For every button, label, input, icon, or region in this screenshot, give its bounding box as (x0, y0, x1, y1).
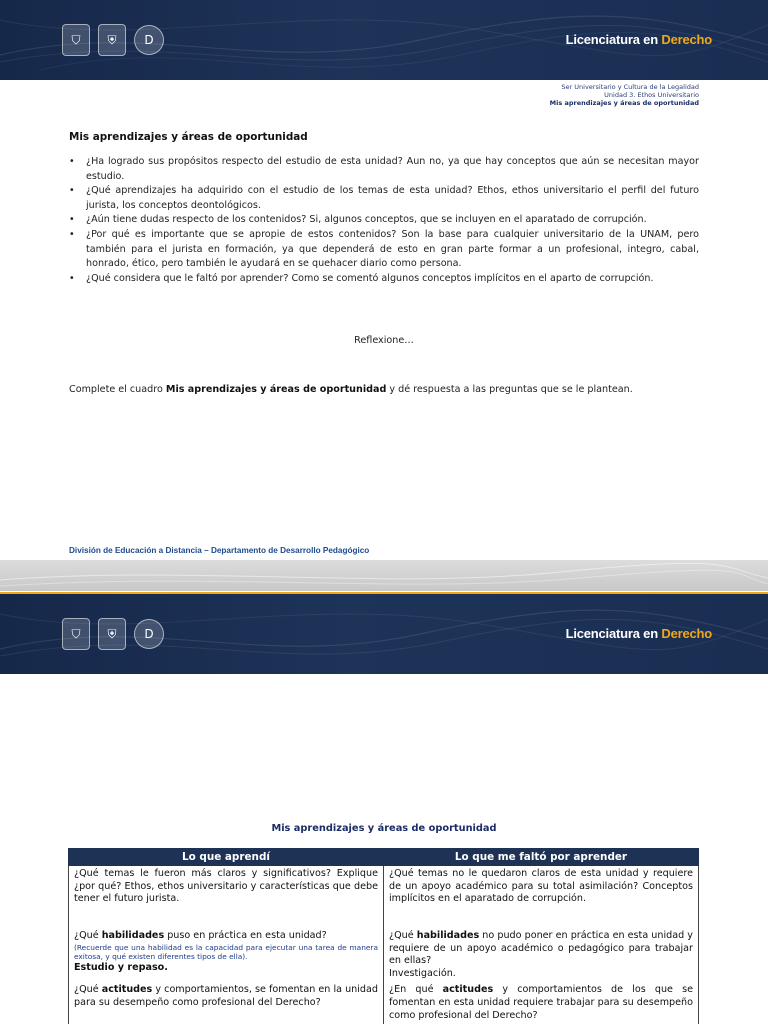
table-cell (69, 982, 384, 1024)
unam-crest-icon: ⛉ (62, 24, 90, 56)
header-banner-page2 (0, 594, 768, 674)
unam-crest-icon: ⛉ (62, 618, 90, 650)
cell-answer: Estudio y repaso. (74, 961, 168, 973)
table-row (69, 928, 699, 982)
table-header-row (69, 849, 699, 866)
breadcrumb-activity: Mis aprendizajes y áreas de oportunidad (549, 99, 699, 107)
program-prefix: Licenciatura en (565, 626, 658, 641)
breadcrumb-course: Ser Universitario y Cultura de la Legalidad (561, 83, 699, 91)
footer-text: División de Educación a Distancia – Departamento de Desarrollo Pedagógico (69, 546, 370, 555)
institution-logos (62, 24, 164, 56)
decorative-waves (0, 560, 768, 591)
table-row (69, 866, 699, 929)
column-header-learned: Lo que aprendí (69, 849, 384, 866)
header-banner (0, 0, 768, 80)
cell-bold: actitudes (442, 984, 494, 996)
distance-education-logo-icon: D (134, 25, 164, 55)
learning-table (68, 848, 699, 1024)
list-item: • ¿Ha logrado sus propósitos respecto del estudio de esta unidad? Aun no, ya que hay conceptos que aún se necesitan mayor estudio. (69, 155, 699, 184)
instruction-post: y dé respuesta a las preguntas que se le plantean. (386, 384, 633, 395)
program-prefix: Licenciatura en (565, 32, 658, 47)
program-accent: Derecho (661, 626, 712, 641)
cell-text: y comportamientos de los que se fomentan en esta unidad requiere trabajar para su desempeño como profesional del Derecho? (389, 984, 693, 1021)
instruction-text (69, 384, 633, 395)
institution-logos (62, 618, 164, 650)
cell-text: y comportamientos, se fomentan en la unidad para su desempeño como profesional del Derecho? (74, 984, 378, 1008)
table-row (69, 982, 699, 1024)
cell-text: ¿Qué (74, 984, 102, 996)
program-title (566, 32, 712, 47)
cell-bold: habilidades (416, 930, 480, 941)
table-cell: ¿Qué temas no le quedaron claros de esta unidad y requiere de un apoyo académico para su total asimilación? Conceptos implícitos en el aparatado de corrupción. (384, 866, 699, 929)
list-item: • ¿Qué aprendizajes ha adquirido con el estudio de los temas de esta unidad? Ethos, ethos universitario el perfil del futuro jurista, los conceptos deontológicos. (69, 184, 699, 213)
cell-bold: habilidades (101, 930, 165, 941)
faculty-shield-icon: ⛨ (98, 618, 126, 650)
table-title: Mis aprendizajes y áreas de oportunidad (271, 823, 497, 834)
list-item: • ¿Qué considera que le faltó por aprender? Como se comentó algunos conceptos implícitos en el aparto de corrupción. (69, 272, 699, 287)
list-item: • ¿Por qué es importante que se apropie de estos contenidos? Son la base para cualquier universitario de la UNAM, pero también para el jurista en formación, ya que dependerá de esto en gran parte formar a un profesional, integro, cabal, honrado, ético, pero también le ayudará en se quehacer diario como persona. (69, 228, 699, 272)
reflexione-text: Reflexione… (354, 335, 414, 346)
table-cell (384, 982, 699, 1024)
faculty-shield-icon: ⛨ (98, 24, 126, 56)
table-cell: ¿Qué temas le fueron más claros y significativos? Explique ¿por qué? Ethos, ethos universitario y características que debe tener el futuro jurista. (69, 866, 384, 929)
reflection-question-list (69, 155, 699, 286)
distance-education-logo-icon: D (134, 619, 164, 649)
instruction-bold: Mis aprendizajes y áreas de oportunidad (165, 384, 387, 395)
table-cell (384, 928, 699, 982)
breadcrumb-unit: Unidad 3. Ethos Universitario (604, 91, 699, 99)
breadcrumb (550, 83, 699, 107)
cell-text: puso en práctica en esta unidad? (164, 930, 327, 941)
section-title: Mis aprendizajes y áreas de oportunidad (69, 131, 308, 143)
column-header-missing: Lo que me faltó por aprender (384, 849, 699, 866)
cell-bold: actitudes (101, 984, 153, 996)
cell-text: no pudo poner en práctica en esta unidad y requiere de un apoyo académico o pedagógico para trabajar en ellas? (389, 930, 693, 967)
list-item: • ¿Aún tiene dudas respecto de los contenidos? Si, algunos conceptos, que se incluyen en el aparatado de corrupción. (69, 213, 699, 228)
cell-answer: Investigación. (389, 967, 456, 979)
cell-text: ¿En qué (389, 984, 443, 996)
cell-text: ¿Qué (389, 930, 417, 941)
page-separator (0, 560, 768, 591)
cell-text: ¿Qué (74, 930, 102, 941)
program-title (566, 626, 712, 641)
cell-note: (Recuerde que una habilidad es la capacidad para ejecutar una tarea de manera exitosa, y qué existen diferentes tipos de ella). (74, 942, 378, 962)
program-accent: Derecho (661, 32, 712, 47)
table-cell (69, 928, 384, 982)
instruction-pre: Complete el cuadro (69, 384, 166, 395)
